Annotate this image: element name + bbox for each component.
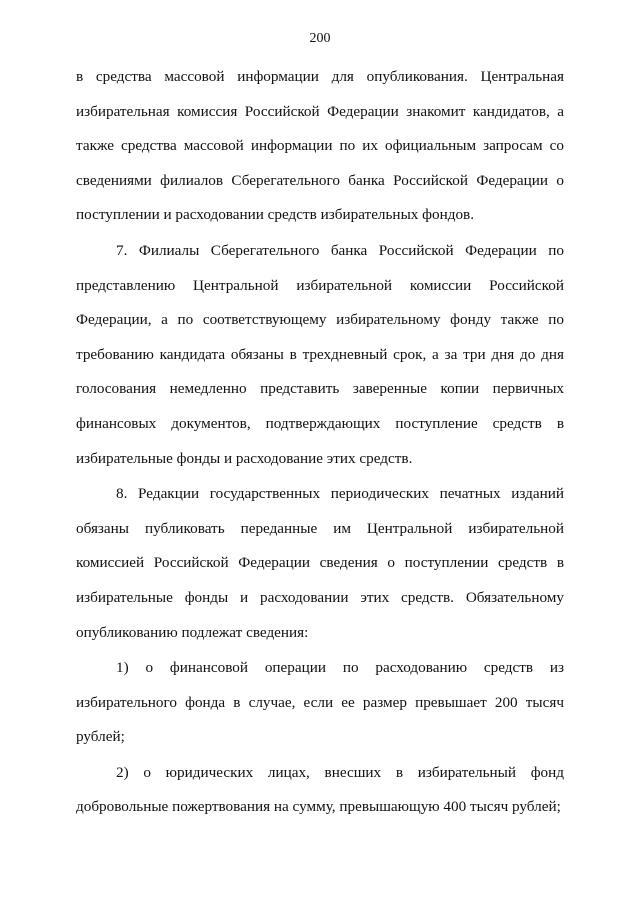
subitem-2: 2) о юридических лицах, внесших в избирательный фонд добровольные пожертвования на сумму, превышающую 400 тысяч рублей; <box>76 763 564 816</box>
page-number: 200 <box>309 31 331 46</box>
paragraph-item-8: 8. Редакции государственных периодических печатных изданий обязаны публиковать переданные им Центральной избирательной комиссией Российской Федерации сведения о поступлении средств в избирательные фонды и расходовании этих средств. Обязательному опубликованию подлежат сведения: <box>76 485 564 641</box>
subitem-1: 1) о финансовой операции по расходованию средств из избирательного фонда в случае, если ее размер превышает 200 тысяч рублей; <box>76 659 564 746</box>
document-body <box>76 60 564 826</box>
paragraph-continuation: в средства массовой информации для опубликования. Центральная избирательная комиссия Российской Федерации знакомит кандидатов, а также средства массовой информации по их официальным запросам со сведениями филиалов Сберегательного банка Российской Федерации о поступлении и расходовании средств избирательных фондов. <box>76 68 564 224</box>
paragraph-item-7: 7. Филиалы Сберегательного банка Российской Федерации по представлению Центральной избирательной комиссии Российской Федерации, а по соответствующему избирательному фонду также по требованию кандидата обязаны в трехдневный срок, а за три дня до дня голосования немедленно представить заверенные копии первичных финансовых документов, подтверждающих поступление средств в избирательные фонды и расходование этих средств. <box>76 241 564 467</box>
